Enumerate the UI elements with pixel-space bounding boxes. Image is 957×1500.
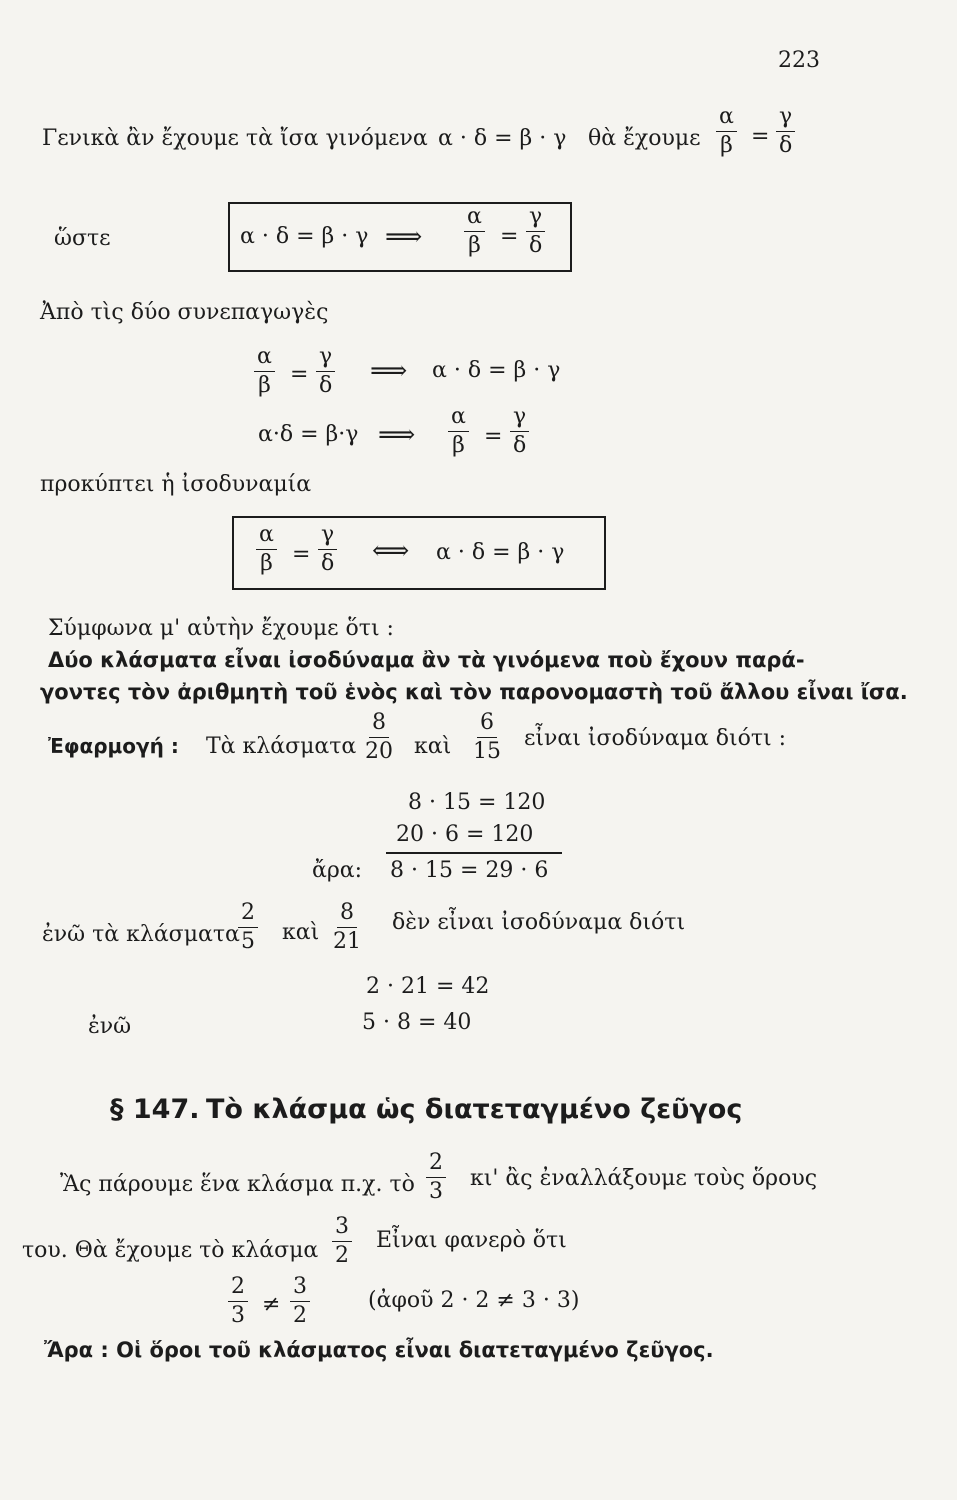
equiv-fraction-b [318,524,337,575]
denominator: 20 [365,739,393,764]
whereas-calc-1: 2 · 21 = 42 [366,974,490,999]
equals-sign: = [484,424,503,449]
para-fraction-2 [332,1216,352,1267]
numerator: α [716,106,737,132]
whereas-fraction-a [238,902,258,953]
equivalence-arrow: ⟺ [372,536,410,566]
denominator: β [258,373,271,398]
numerator: γ [316,346,335,372]
denominator: δ [779,133,793,158]
results-text: προκύπτει ἡ ἰσοδυναμία [40,472,312,497]
whereas-text: ἐνῶ τὰ κλάσματα [42,922,240,947]
generally-fraction-b [776,106,795,157]
implies-arrow: ⟹ [370,356,408,386]
para-fraction-1 [426,1152,446,1203]
impl1-expr: α · δ = β · γ [432,358,561,383]
denominator: 5 [241,929,255,954]
equiv-fraction-a [256,524,277,575]
denominator: β [720,133,733,158]
denominator: δ [513,433,527,458]
whereas-calc-2: 5 · 8 = 40 [362,1010,472,1035]
numerator: 2 [228,1276,248,1302]
and-text: καὶ [414,734,452,759]
so-fraction-a [464,206,485,257]
numerator: α [448,406,469,432]
implies-arrow: ⟹ [378,420,416,450]
denominator: β [452,433,465,458]
application-fraction-b [470,712,504,763]
generally-text: Γενικὰ ἂν ἔχουμε τὰ ἴσα γινόμενα [42,126,428,151]
conclusion-text: Ἄρα : Οἱ ὅροι τοῦ κλάσματος εἶναι διατεταγμένο ζεῦγος. [44,1338,714,1362]
implies-arrow: ⟹ [385,222,423,252]
numerator: 2 [238,902,258,928]
denominator: δ [529,233,543,258]
calc-line-1: 8 · 15 = 120 [408,790,546,815]
numerator: 8 [369,712,389,738]
denominator: β [468,233,481,258]
not-equal-sign: ≠ [262,1292,281,1317]
section-title: Τὸ κλάσμα ὡς διατεταγμένο ζεῦγος [206,1094,743,1125]
therefore-text: ἄρα: [312,858,363,883]
from-both-text: Ἀπὸ τὶς δύο συνεπαγωγὲς [40,300,329,325]
numerator: 6 [477,712,497,738]
impl1-fraction-a [254,346,275,397]
whereas-word: ἐνῶ [88,1014,132,1039]
impl1-fraction-b [316,346,335,397]
numerator: γ [510,406,529,432]
application-tail: εἶναι ἰσοδύναμα διότι : [524,726,787,751]
equals-sign: = [292,542,311,567]
so-label: ὥστε [54,226,111,251]
equiv-expr: α · δ = β · γ [436,540,565,565]
so-fraction-b [526,206,545,257]
numerator: α [464,206,485,232]
numerator: 3 [290,1276,310,1302]
numerator: γ [318,524,337,550]
calc-line-2: 20 · 6 = 120 [396,822,534,847]
denominator: β [260,551,273,576]
inequality-fraction-a [228,1276,248,1327]
para-line1-start: Ἂς πάρουμε ἕνα κλάσμα π.χ. τὸ [60,1172,415,1197]
equals-sign: = [500,224,519,249]
denominator: δ [321,551,335,576]
numerator: α [256,524,277,550]
numerator: 8 [337,902,357,928]
calc-rule [386,852,562,854]
so-expr: α · δ = β · γ [240,224,369,249]
equals-sign: = [751,124,770,149]
numerator: 2 [426,1152,446,1178]
denominator: 21 [333,929,361,954]
rule-line-2: γοντες τὸν ἀριθμητὴ τοῦ ἑνὸς καὶ τὸν παρονομαστὴ τοῦ ἄλλου εἶναι ἴσα. [40,680,908,704]
para-line2-end: Εἶναι φανερὸ ὅτι [376,1228,567,1253]
rule-line-1: Δύο κλάσματα εἶναι ἰσοδύναμα ἂν τὰ γινόμενα ποὺ ἔχουν παρά- [48,648,805,672]
equals-sign: = [290,362,309,387]
numerator: 3 [332,1216,352,1242]
and-text: καὶ [282,920,320,945]
calc-result: 8 · 15 = 29 · 6 [390,858,549,883]
denominator: δ [319,373,333,398]
inequality-fraction-b [290,1276,310,1327]
para-line1-end: κι' ἂς ἐναλλάξουμε τοὺς ὅρους [470,1166,818,1191]
generally-fraction-a [716,106,737,157]
accordingly-text: Σύμφωνα μ' αὐτὴν ἔχουμε ὅτι : [48,616,394,641]
page-number: 223 [778,48,820,73]
application-label: Ἐφαρμογή : [48,734,179,758]
application-text: Τὰ κλάσματα [206,734,357,759]
generally-then: θὰ ἔχουμε [588,126,701,151]
impl2-fraction-a [448,406,469,457]
denominator: 2 [335,1243,349,1268]
denominator: 3 [231,1303,245,1328]
generally-expr: α · δ = β · γ [438,126,567,151]
denominator: 2 [293,1303,307,1328]
because-text: (ἀφοῦ 2 · 2 ≠ 3 · 3) [368,1288,580,1313]
application-fraction-a [362,712,396,763]
numerator: γ [526,206,545,232]
whereas-tail: δὲν εἶναι ἰσοδύναμα διότι [392,910,686,935]
para-line2-start: του. Θὰ ἔχουμε τὸ κλάσμα [22,1238,319,1263]
section-number: § 147. [110,1094,200,1125]
numerator: γ [776,106,795,132]
whereas-fraction-b [330,902,364,953]
denominator: 15 [473,739,501,764]
impl2-fraction-b [510,406,529,457]
numerator: α [254,346,275,372]
denominator: 3 [429,1179,443,1204]
impl2-expr: α·δ = β·γ [258,422,359,447]
